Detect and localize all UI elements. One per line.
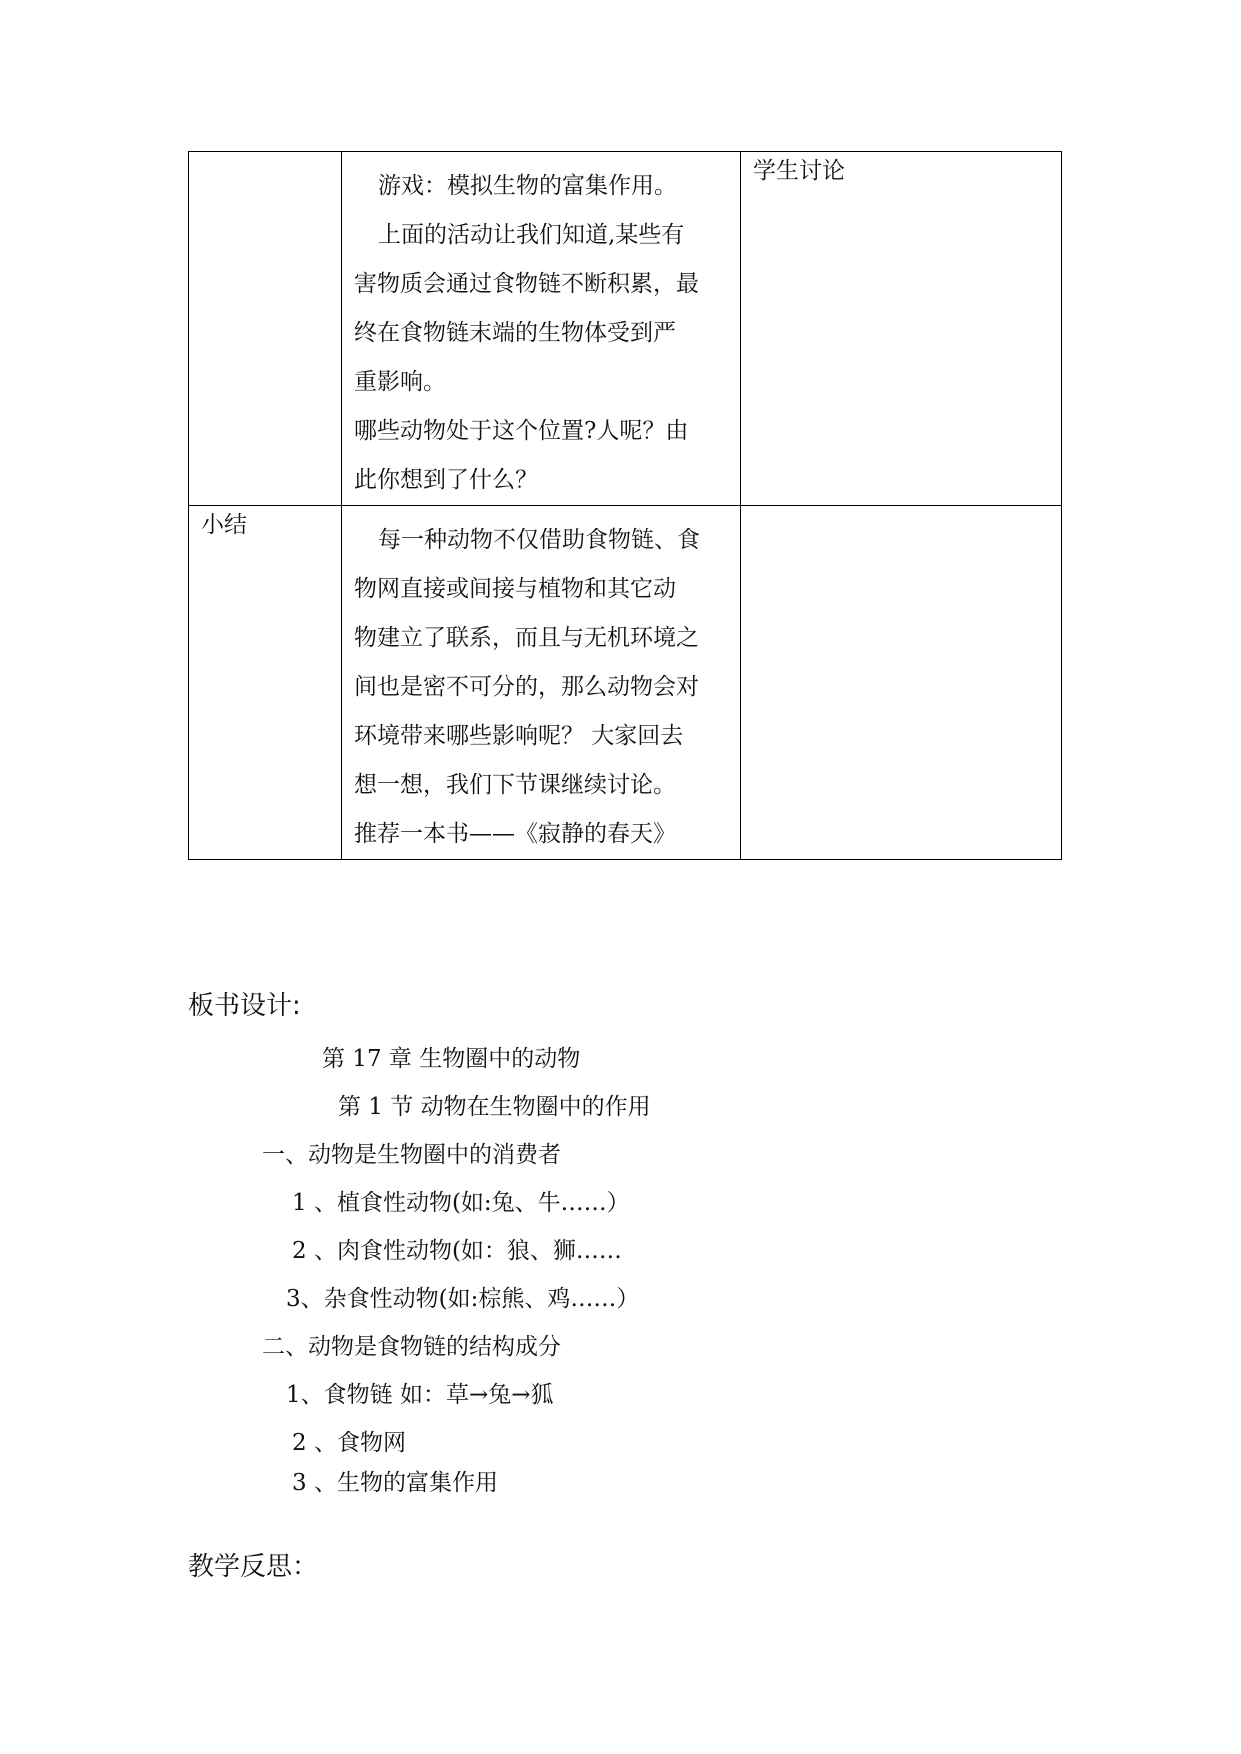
table-cell-content bbox=[342, 152, 741, 506]
table-row bbox=[189, 152, 1062, 506]
content-line: 害物质会通过食物链不断积累，最 bbox=[354, 271, 699, 297]
table-cell-content bbox=[342, 506, 741, 860]
board-design-heading: 板书设计: bbox=[188, 991, 301, 1021]
teaching-reflection-heading: 教学反思： bbox=[188, 1552, 319, 1582]
content-line: 上面的活动让我们知道,某些有 bbox=[378, 222, 685, 248]
outline-part-1: 一、动物是生物圈中的消费者 bbox=[262, 1142, 561, 1168]
content-line: 此你想到了什么？ bbox=[354, 467, 538, 493]
table-row bbox=[189, 506, 1062, 860]
content-line: 环境带来哪些影响呢？ 大家回去 bbox=[354, 723, 684, 749]
outline-item: 3、杂食性动物(如:棕熊、鸡……） bbox=[286, 1286, 640, 1312]
outline-item: 2 、肉食性动物(如：狼、狮…… bbox=[292, 1238, 622, 1264]
content-line: 物建立了联系，而且与无机环境之 bbox=[354, 625, 699, 651]
content-line: 想一想，我们下节课继续讨论。 bbox=[354, 772, 676, 798]
stage-label: 小结 bbox=[201, 512, 247, 538]
content-line: 重影响。 bbox=[354, 369, 446, 395]
content-line: 每一种动物不仅借助食物链、食 bbox=[378, 527, 700, 553]
student-activity-text: 学生讨论 bbox=[753, 158, 845, 184]
lesson-table bbox=[188, 151, 1062, 860]
table-cell-student-activity bbox=[741, 152, 1062, 506]
outline-item: 1 、植食性动物(如:兔、牛……） bbox=[292, 1190, 630, 1216]
content-line: 间也是密不可分的，那么动物会对 bbox=[354, 674, 699, 700]
outline-item: 3 、生物的富集作用 bbox=[292, 1470, 498, 1496]
content-line: 游戏：模拟生物的富集作用。 bbox=[378, 173, 677, 199]
content-line: 终在食物链末端的生物体受到严 bbox=[354, 320, 676, 346]
chapter-title: 第 17 章 生物圈中的动物 bbox=[322, 1046, 581, 1072]
table-cell-stage bbox=[189, 506, 342, 860]
outline-part-2: 二、动物是食物链的结构成分 bbox=[262, 1334, 561, 1360]
content-line: 哪些动物处于这个位置?人呢？由 bbox=[354, 418, 689, 444]
content-line: 推荐一本书——《寂静的春天》 bbox=[354, 821, 676, 847]
section-title: 第 1 节 动物在生物圈中的作用 bbox=[338, 1094, 651, 1120]
outline-item: 1、食物链 如：草→兔→狐 bbox=[286, 1382, 554, 1408]
table-cell-student-activity bbox=[741, 506, 1062, 860]
content-line: 物网直接或间接与植物和其它动 bbox=[354, 576, 676, 602]
table-cell-stage bbox=[189, 152, 342, 506]
outline-item: 2 、食物网 bbox=[292, 1430, 406, 1456]
